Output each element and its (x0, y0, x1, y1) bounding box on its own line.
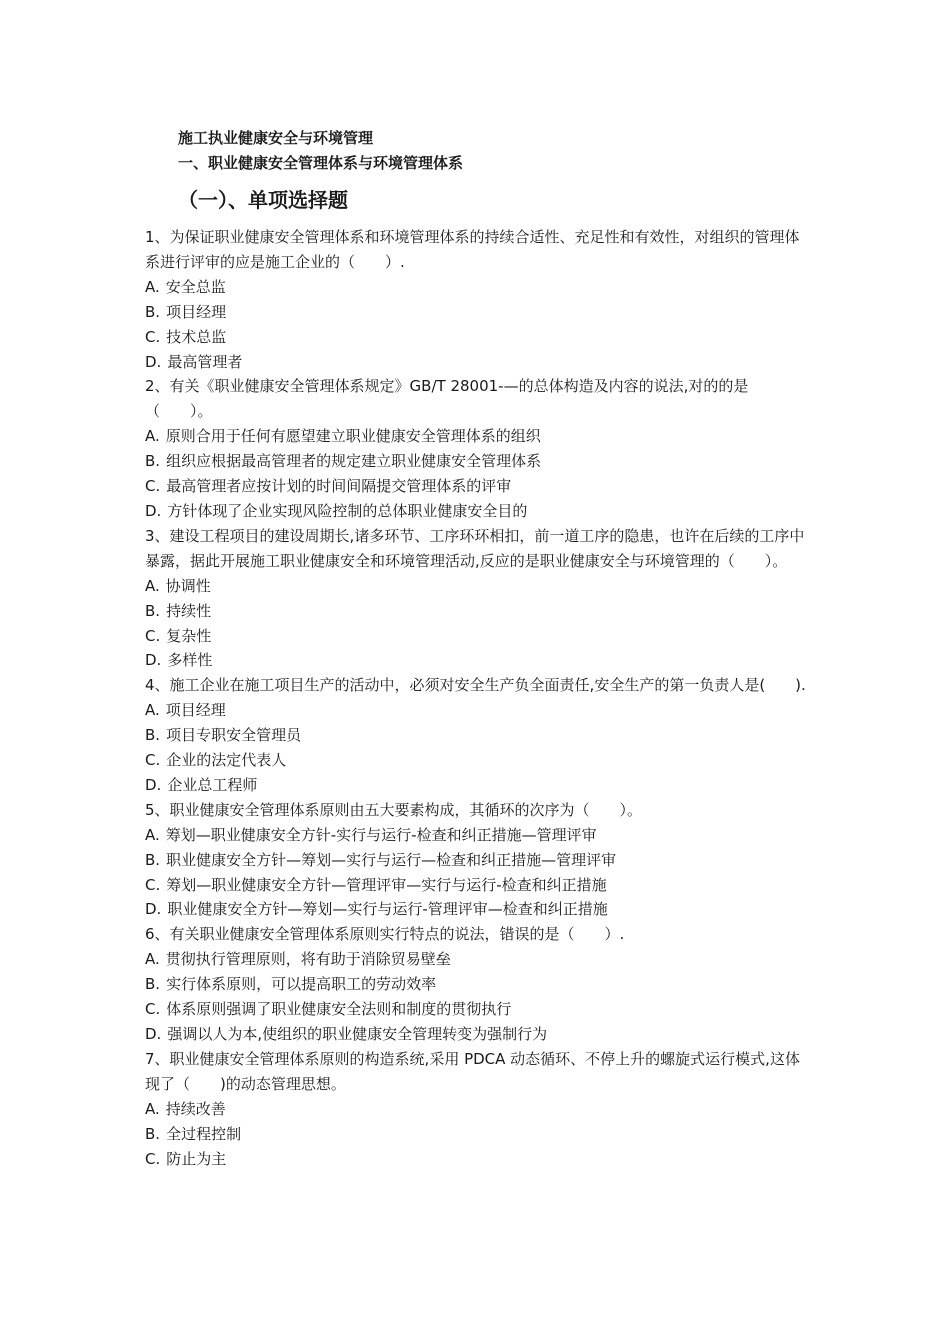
option-text: 协调性 (165, 576, 211, 595)
option-text: 最高管理者应按计划的时间间隔提交管理体系的评审 (166, 477, 512, 496)
option-text: 项目经理 (165, 701, 226, 720)
answer-option (145, 300, 810, 325)
option-text: 方针体现了企业实现风险控制的总体职业健康安全目的 (167, 501, 528, 520)
option-letter: B. (145, 452, 161, 471)
question-stem: 3、建设工程项目的建设周期长,诸多环节、工序环环相扣，前一道工序的隐患，也许在后续的工序中暴露，据此开展施工职业健康安全和环境管理活动,反应的是职业健康安全与环境管理的（ ）。 (145, 526, 805, 570)
answer-option (145, 474, 810, 499)
answer-option (145, 1147, 810, 1172)
option-text: 持续改善 (165, 1099, 226, 1118)
option-letter: B. (145, 975, 161, 994)
option-text: 强调以人为本,使组织的职业健康安全管理转变为强制行为 (167, 1025, 548, 1043)
answer-option (145, 748, 810, 773)
answer-option (145, 848, 810, 873)
option-text: 项目经理 (166, 302, 227, 321)
option-text: 实行体系原则，可以提高职工的劳动效率 (166, 975, 437, 994)
option-text: 企业的法定代表人 (166, 751, 287, 770)
question-list (145, 225, 810, 1171)
question-stem: 5、职业健康安全管理体系原则由五大要素构成，其循环的次序为（ ）。 (145, 800, 643, 819)
option-text: 筹划—职业健康安全方针—管理评审—实行与运行-检查和纠正措施 (166, 875, 607, 894)
option-text: 技术总监 (166, 327, 227, 346)
option-text: 企业总工程师 (167, 775, 258, 794)
question-stem: 6、有关职业健康安全管理体系原则实行特点的说法，错误的是（ ）. (145, 925, 625, 944)
answer-option (145, 698, 810, 723)
option-text: 职业健康安全方针—筹划—实行与运行-管理评审—检查和纠正措施 (167, 900, 608, 919)
question-stem: 4、施工企业在施工项目生产的活动中，必须对安全生产负全面责任,安全生产的第一负责人是( ). (145, 676, 806, 695)
option-text: 安全总监 (165, 277, 226, 296)
answer-option (145, 947, 810, 972)
option-letter: D. (145, 900, 162, 919)
answer-option (145, 1097, 810, 1122)
question-block (145, 673, 810, 798)
answer-option (145, 873, 810, 898)
option-letter: C. (145, 327, 161, 346)
answer-option (145, 325, 810, 350)
option-letter: C. (145, 751, 161, 770)
question-block (145, 922, 810, 1047)
question-block (145, 374, 810, 523)
option-letter: A. (145, 427, 160, 446)
option-letter: D. (145, 352, 162, 371)
option-letter: C. (145, 626, 161, 645)
option-text: 组织应根据最高管理者的规定建立职业健康安全管理体系 (166, 452, 542, 471)
option-letter: A. (145, 277, 160, 296)
answer-option (145, 599, 810, 624)
option-letter: B. (145, 601, 161, 620)
option-letter: D. (145, 775, 162, 794)
answer-option (145, 1122, 810, 1147)
option-letter: D. (145, 651, 162, 670)
answer-option (145, 350, 810, 375)
option-text: 全过程控制 (166, 1124, 242, 1143)
option-letter: A. (145, 950, 160, 969)
answer-option (145, 499, 810, 524)
option-letter: A. (145, 576, 160, 595)
answer-option (145, 449, 810, 474)
question-stem: 2、有关《职业健康安全管理体系规定》GB/T 28001-—的总体构造及内容的说法,对的的是（ ）。 (145, 377, 749, 421)
option-letter: D. (145, 1025, 162, 1043)
option-text: 职业健康安全方针—筹划—实行与运行—检查和纠正措施—管理评审 (166, 850, 617, 869)
option-letter: B. (145, 302, 161, 321)
option-text: 项目专职安全管理员 (166, 726, 302, 745)
option-text: 防止为主 (166, 1149, 227, 1168)
option-letter: A. (145, 825, 160, 844)
option-letter: B. (145, 850, 161, 869)
answer-option (145, 624, 810, 649)
option-text: 贯彻执行管理原则，将有助于消除贸易壁垒 (165, 950, 451, 969)
answer-option (145, 773, 810, 798)
option-letter: C. (145, 1000, 161, 1019)
answer-option (145, 574, 810, 599)
option-text: 原则合用于任何有愿望建立职业健康安全管理体系的组织 (165, 427, 541, 446)
option-letter: C. (145, 477, 161, 496)
option-text: 筹划—职业健康安全方针-实行与运行-检查和纠正措施—管理评审 (165, 825, 597, 844)
answer-option (145, 1022, 810, 1047)
option-text: 多样性 (167, 651, 213, 670)
option-text: 复杂性 (166, 626, 212, 645)
answer-option (145, 823, 810, 848)
answer-option (145, 275, 810, 300)
subsection-heading: （一）、单项选择题 (178, 188, 348, 212)
answer-option (145, 648, 810, 673)
question-block (145, 225, 810, 374)
document-title: 施工执业健康安全与环境管理 (178, 129, 374, 147)
option-letter: C. (145, 1149, 161, 1168)
answer-option (145, 997, 810, 1022)
question-block (145, 524, 810, 673)
question-block (145, 1047, 810, 1172)
option-letter: A. (145, 701, 160, 720)
option-text: 持续性 (166, 601, 212, 620)
question-stem: 7、职业健康安全管理体系原则的构造系统,采用 PDCA 动态循环、不停上升的螺旋式运行模式,这体现了（ )的动态管理思想。 (145, 1049, 800, 1093)
answer-option (145, 723, 810, 748)
option-letter: A. (145, 1099, 160, 1118)
section-heading: 一、职业健康安全管理体系与环境管理体系 (178, 154, 464, 172)
question-stem: 1、为保证职业健康安全管理体系和环境管理体系的持续合适性、充足性和有效性，对组织的管理体系进行评审的应是施工企业的（ ）. (145, 228, 800, 271)
answer-option (145, 972, 810, 997)
option-text: 体系原则强调了职业健康安全法则和制度的贯彻执行 (166, 1000, 512, 1019)
answer-option (145, 424, 810, 449)
option-text: 最高管理者 (167, 352, 243, 371)
option-letter: B. (145, 1124, 161, 1143)
option-letter: C. (145, 875, 161, 894)
option-letter: B. (145, 726, 161, 745)
option-letter: D. (145, 501, 162, 520)
question-block (145, 798, 810, 923)
answer-option (145, 897, 810, 922)
